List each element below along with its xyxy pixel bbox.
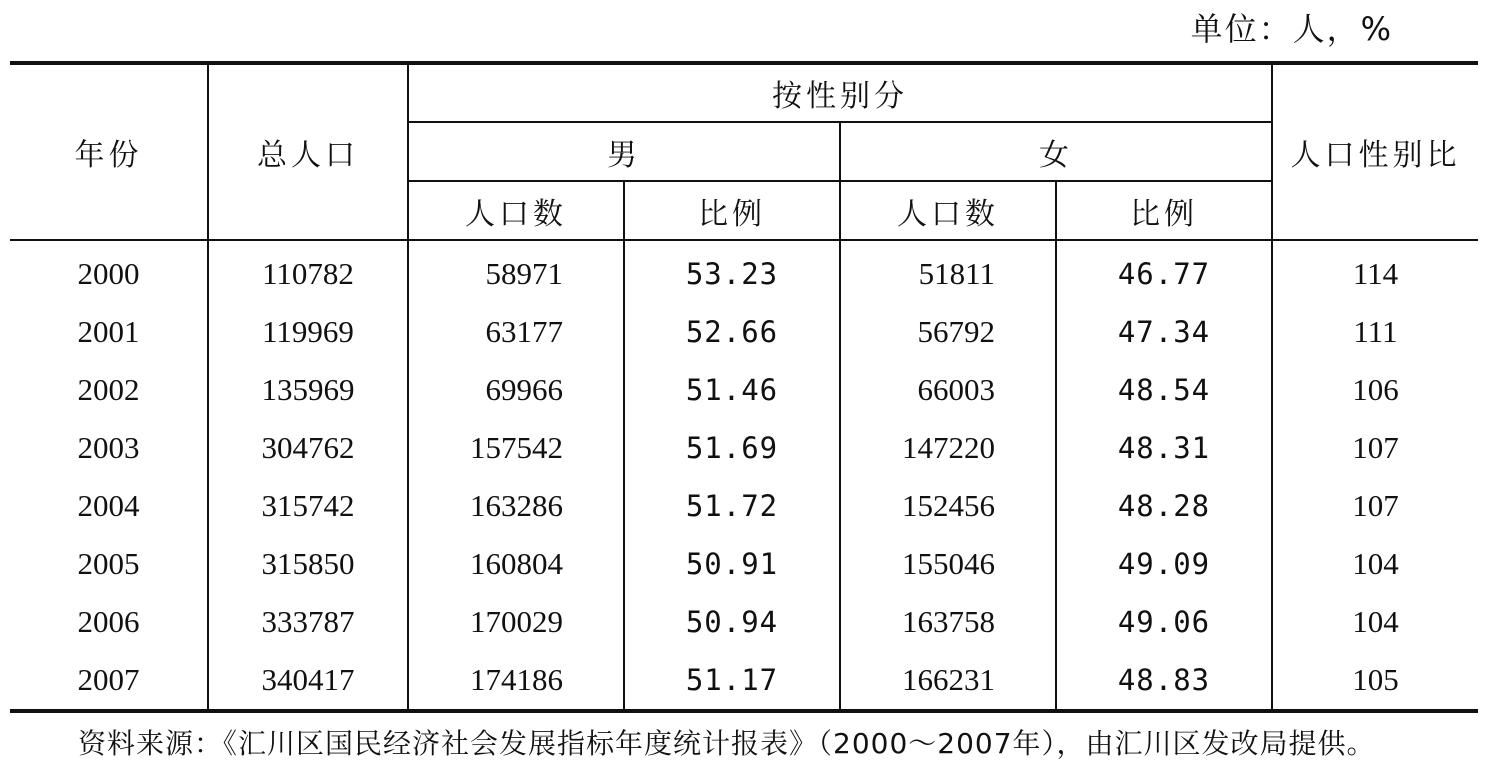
cell-male-population: 160804 (408, 535, 624, 593)
header-male: 男 (408, 122, 840, 181)
cell-female-population: 51811 (840, 240, 1056, 303)
table-body (10, 240, 1478, 711)
cell-sex-ratio: 106 (1272, 361, 1478, 419)
cell-total: 304762 (208, 419, 408, 477)
population-table (10, 61, 1478, 713)
cell-male-population: 58971 (408, 240, 624, 303)
cell-female-ratio: 48.28 (1056, 477, 1272, 535)
cell-total: 110782 (208, 240, 408, 303)
cell-year: 2002 (77, 372, 140, 407)
cell-year: 2006 (77, 604, 140, 639)
cell-total: 333787 (208, 593, 408, 651)
header-year: 年份 (10, 63, 208, 240)
table-row (10, 535, 1478, 593)
cell-female-population: 147220 (840, 419, 1056, 477)
header-female-ratio: 比例 (1056, 181, 1272, 240)
header-male-population: 人口数 (408, 181, 624, 240)
cell-female-population: 152456 (840, 477, 1056, 535)
header-female: 女 (840, 122, 1272, 181)
cell-female-ratio: 48.54 (1056, 361, 1272, 419)
header-total: 总人口 (208, 63, 408, 240)
cell-year: 2007 (10, 651, 208, 711)
cell-male-ratio: 51.69 (624, 419, 840, 477)
cell-female-population: 163758 (840, 593, 1056, 651)
cell-total: 315742 (208, 477, 408, 535)
cell-female-population: 155046 (840, 535, 1056, 593)
cell-year: 2004 (77, 488, 140, 523)
cell-sex-ratio: 104 (1272, 593, 1478, 651)
table-row (10, 419, 1478, 477)
cell-male-ratio: 50.91 (624, 535, 840, 593)
cell-male-population: 163286 (408, 477, 624, 535)
cell-sex-ratio: 107 (1272, 419, 1478, 477)
cell-sex-ratio: 104 (1272, 535, 1478, 593)
cell-female-population: 166231 (840, 651, 1056, 711)
cell-female-ratio: 49.09 (1056, 535, 1272, 593)
table-row (10, 593, 1478, 651)
cell-male-population: 170029 (408, 593, 624, 651)
cell-year: 2003 (77, 430, 140, 465)
cell-male-ratio: 51.72 (624, 477, 840, 535)
table-row (10, 477, 1478, 535)
cell-total: 315850 (208, 535, 408, 593)
cell-male-population: 174186 (408, 651, 624, 711)
cell-male-ratio: 50.94 (624, 593, 840, 651)
cell-female-ratio: 47.34 (1056, 303, 1272, 361)
table-row (10, 651, 1478, 711)
header-by-sex: 按性别分 (408, 63, 1272, 122)
cell-male-ratio: 52.66 (624, 303, 840, 361)
header-female-population: 人口数 (840, 181, 1056, 240)
source-note: 资料来源：《汇川区国民经济社会发展指标年度统计报表》（2000～2007年），由汇川区发改局提供。 (78, 727, 1376, 760)
cell-sex-ratio: 107 (1272, 477, 1478, 535)
table-row (10, 240, 1478, 303)
cell-male-ratio: 53.23 (624, 240, 840, 303)
cell-male-population: 157542 (408, 419, 624, 477)
header-sex-ratio: 人口性别比 (1272, 63, 1478, 240)
table-row (10, 361, 1478, 419)
cell-female-population: 66003 (840, 361, 1056, 419)
cell-year: 2001 (77, 314, 140, 349)
cell-female-ratio: 46.77 (1056, 240, 1272, 303)
cell-female-population: 56792 (840, 303, 1056, 361)
cell-total: 135969 (208, 361, 408, 419)
table-row (10, 303, 1478, 361)
cell-year: 2000 (77, 256, 140, 291)
cell-sex-ratio: 111 (1272, 303, 1478, 361)
header-male-ratio: 比例 (624, 181, 840, 240)
cell-female-ratio: 48.83 (1056, 651, 1272, 711)
cell-male-population: 63177 (408, 303, 624, 361)
cell-sex-ratio: 105 (1272, 651, 1478, 711)
cell-female-ratio: 48.31 (1056, 419, 1272, 477)
cell-total: 340417 (208, 651, 408, 711)
cell-year: 2005 (77, 546, 140, 581)
cell-total: 119969 (208, 303, 408, 361)
unit-label: 单位：人，% (1190, 10, 1393, 48)
cell-male-ratio: 51.17 (624, 651, 840, 711)
cell-male-population: 69966 (408, 361, 624, 419)
cell-female-ratio: 49.06 (1056, 593, 1272, 651)
cell-male-ratio: 51.46 (624, 361, 840, 419)
cell-sex-ratio: 114 (1272, 240, 1478, 303)
